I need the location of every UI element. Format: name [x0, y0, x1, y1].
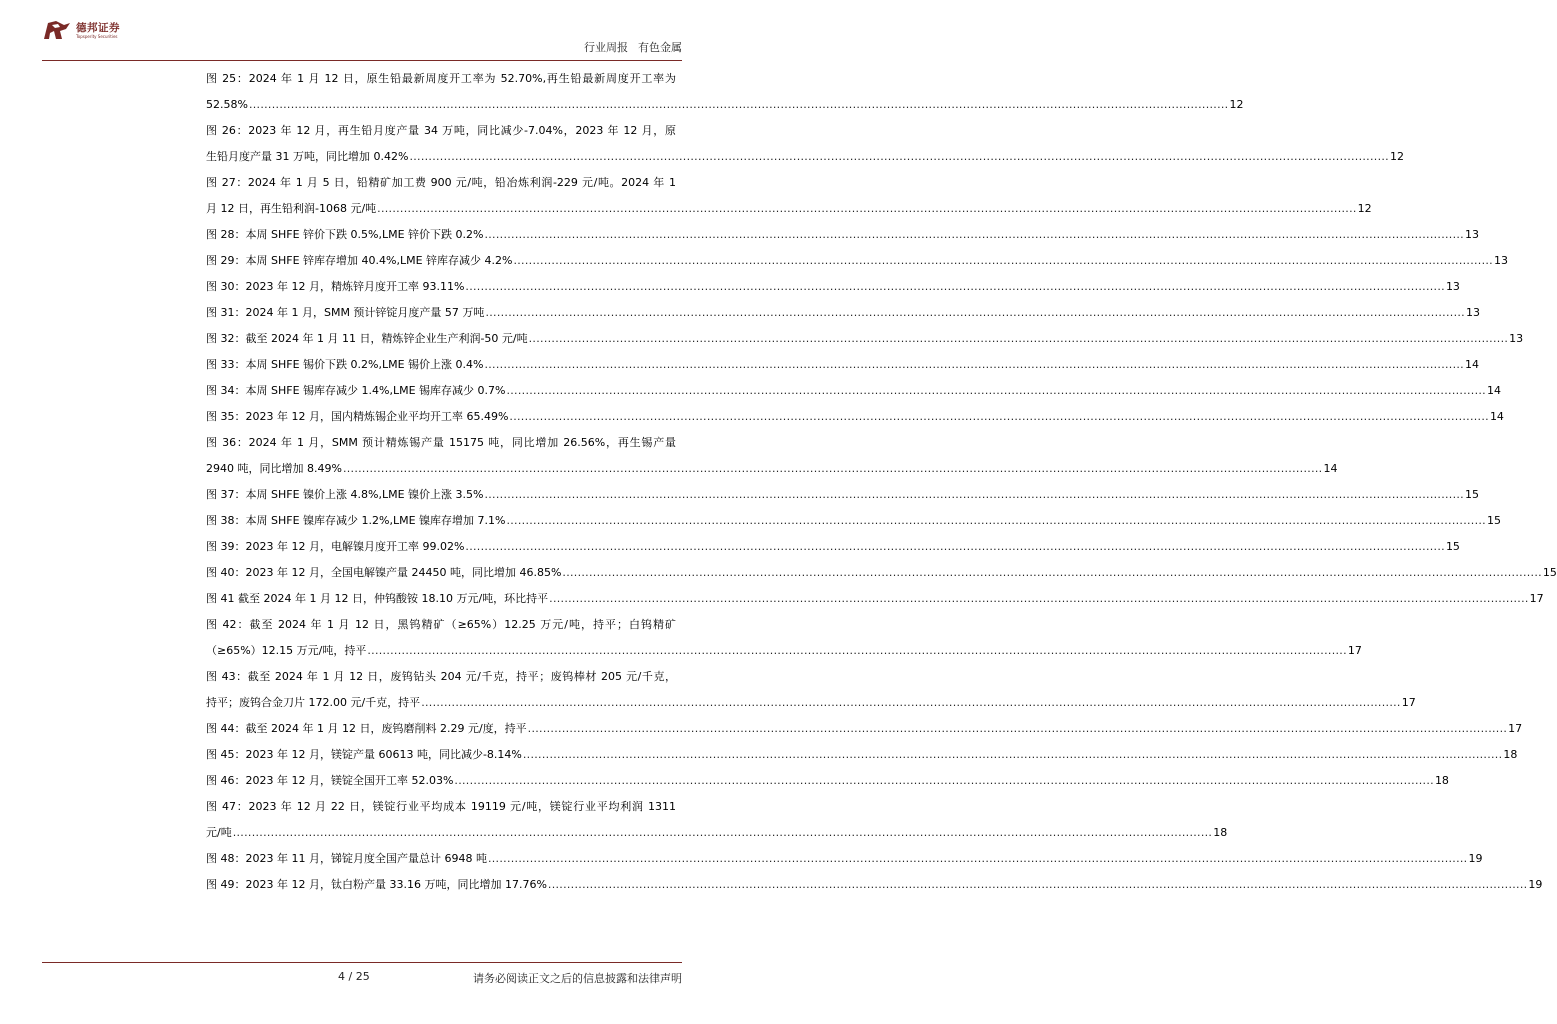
toc-entry-text: 图 39：2023 年 12 月，电解镍月度开工率 99.02% [206, 540, 465, 553]
dot-leader [465, 534, 1445, 560]
toc-entry[interactable] [206, 326, 1524, 352]
toc-entry[interactable] [206, 378, 1501, 404]
toc-entry-text: 图 28：本周 SHFE 锌价下跌 0.5%,LME 锌价下跌 0.2% [206, 228, 484, 241]
toc-entry[interactable] [206, 768, 1449, 794]
toc-page-number: 19 [1528, 878, 1543, 891]
toc-entry-text: 生铅月度产量 31 万吨，同比增加 0.42% [206, 150, 409, 163]
toc-entry[interactable] [206, 352, 1479, 378]
toc-entry-leader-row [206, 742, 1518, 768]
toc-entry[interactable] [206, 430, 1338, 482]
toc-entry-leader-row [206, 248, 1508, 274]
toc-entry-text: 图 35：2023 年 12 月，国内精炼锡企业平均开工率 65.49% [206, 410, 509, 423]
toc-entry[interactable] [206, 508, 1501, 534]
toc-page-number: 15 [1445, 540, 1460, 553]
toc-entry-text: 图 43：截至 2024 年 1 月 12 日，废钨钻头 204 元/千克，持平；废钨棒材 205 元/千克， [206, 670, 676, 683]
toc-entry-leader-row [206, 92, 1244, 118]
toc-entry-leader-row [206, 482, 1479, 508]
dot-leader [562, 560, 1542, 586]
toc-entry-leader-row [206, 222, 1479, 248]
toc-entry-text: 图 46：2023 年 12 月，镁锭全国开工率 52.03% [206, 774, 454, 787]
toc-entry[interactable] [206, 872, 1543, 898]
toc-entry-text: 2940 吨，同比增加 8.49% [206, 462, 342, 475]
deppon-logo-icon [42, 19, 72, 41]
toc-entry-leader-row [206, 378, 1501, 404]
toc-entry[interactable] [206, 222, 1479, 248]
toc-entry-text: 52.58% [206, 98, 248, 111]
toc-entry-text: 月 12 日，再生铅利润-1068 元/吨 [206, 202, 377, 215]
toc-page-number: 12 [1357, 202, 1372, 215]
toc-entry-text: 图 40：2023 年 12 月，全国电解镍产量 24450 吨，同比增加 46.85% [206, 566, 562, 579]
toc-entry[interactable] [206, 586, 1544, 612]
toc-entry-leader-row [206, 274, 1460, 300]
toc-page-number: 18 [1434, 774, 1449, 787]
dot-leader [523, 742, 1503, 768]
toc-entry-leader-row [206, 586, 1544, 612]
toc-entry-text: 图 27：2024 年 1 月 5 日，铅精矿加工费 900 元/吨，铅冶炼利润-229 元/吨。2024 年 1 [206, 176, 676, 189]
toc-entry-leader-row [206, 144, 1404, 170]
page-number: 4 / 25 [338, 970, 370, 983]
toc-entry[interactable] [206, 170, 1372, 222]
footer-divider [42, 962, 682, 963]
toc-entry-text: 图 29：本周 SHFE 锌库存增加 40.4%,LME 锌库存减少 4.2% [206, 254, 513, 267]
toc-entry-text: 图 44：截至 2024 年 1 月 12 日，废钨磨削料 2.29 元/度，持平 [206, 722, 527, 735]
toc-entry-text: 图 45：2023 年 12 月，镁锭产量 60613 吨，同比减少-8.14% [206, 748, 522, 761]
dot-leader [488, 846, 1468, 872]
toc-page-number: 17 [1529, 592, 1544, 605]
dot-leader [529, 326, 1509, 352]
toc-page-number: 14 [1323, 462, 1338, 475]
toc-page-number: 15 [1542, 566, 1557, 579]
toc-entry-leader-row [206, 300, 1480, 326]
toc-page-number: 19 [1468, 852, 1483, 865]
report-sector: 有色金属 [638, 41, 682, 54]
toc-entry[interactable] [206, 716, 1523, 742]
toc-entry-text: 图 25：2024 年 1 月 12 日，原生铅最新周度开工率为 52.70%,再生铅最新周度开工率为 [206, 72, 676, 85]
toc-page-number: 14 [1489, 410, 1504, 423]
toc-entry-leader-row [206, 690, 1416, 716]
toc-entry-leader-row [206, 560, 1557, 586]
toc-entry-leader-row [206, 820, 1228, 846]
dot-leader [509, 404, 1489, 430]
dot-leader [484, 222, 1464, 248]
toc-page-number: 13 [1464, 228, 1479, 241]
logo-name-cn: 德邦证券 [76, 21, 120, 34]
toc-page-number: 13 [1465, 306, 1480, 319]
toc-entry[interactable] [206, 534, 1460, 560]
toc-page-number: 12 [1229, 98, 1244, 111]
dot-leader [506, 508, 1486, 534]
toc-entry-text: 图 33：本周 SHFE 锡价下跌 0.2%,LME 锡价上涨 0.4% [206, 358, 484, 371]
dot-leader [233, 820, 1213, 846]
toc-entry-leader-row [206, 352, 1479, 378]
toc-entry-text: 图 47：2023 年 12 月 22 日，镁锭行业平均成本 19119 元/吨，镁锭行业平均利润 1311 [206, 800, 676, 813]
legal-disclaimer: 请务必阅读正文之后的信息披露和法律声明 [473, 972, 682, 985]
toc-page-number: 18 [1213, 826, 1228, 839]
dot-leader [465, 274, 1445, 300]
toc-entry-text: 元/吨 [206, 826, 232, 839]
toc-entry[interactable] [206, 664, 1416, 716]
dot-leader [421, 690, 1401, 716]
toc-entry-text: 图 36：2024 年 1 月，SMM 预计精炼锡产量 15175 吨，同比增加 26.56%，再生锡产量 [206, 436, 676, 449]
dot-leader [506, 378, 1486, 404]
toc-entry-leader-row [206, 768, 1449, 794]
toc-entry-leader-row [206, 872, 1543, 898]
company-logo [42, 19, 120, 41]
dot-leader [454, 768, 1434, 794]
toc-entry[interactable] [206, 274, 1460, 300]
toc-entry-text: 图 49：2023 年 12 月，钛白粉产量 33.16 万吨，同比增加 17.76% [206, 878, 547, 891]
dot-leader [249, 92, 1229, 118]
toc-page-number: 15 [1486, 514, 1501, 527]
toc-page-number: 12 [1389, 150, 1404, 163]
toc-entry[interactable] [206, 118, 1404, 170]
toc-entry-text: （≥65%）12.15 万元/吨，持平 [206, 644, 367, 657]
toc-page-number: 17 [1508, 722, 1523, 735]
toc-entry-text: 图 31：2024 年 1 月，SMM 预计锌锭月度产量 57 万吨 [206, 306, 485, 319]
toc-entry-text: 图 37：本周 SHFE 镍价上涨 4.8%,LME 镍价上涨 3.5% [206, 488, 484, 501]
dot-leader [528, 716, 1508, 742]
toc-page-number: 15 [1464, 488, 1479, 501]
toc-entry-text: 图 32：截至 2024 年 1 月 11 日，精炼锌企业生产利润-50 元/吨 [206, 332, 528, 345]
toc-entry[interactable] [206, 794, 1228, 846]
toc-entry[interactable] [206, 404, 1504, 430]
toc-entry-text: 图 38：本周 SHFE 镍库存减少 1.2%,LME 镍库存增加 7.1% [206, 514, 506, 527]
toc-page-number: 17 [1401, 696, 1416, 709]
toc-page-number: 13 [1509, 332, 1524, 345]
toc-page-number: 18 [1503, 748, 1518, 761]
toc-page-number: 13 [1445, 280, 1460, 293]
toc-entry-leader-row [206, 716, 1523, 742]
logo-name-en: Topsperity Securities [76, 33, 118, 39]
toc-entry-text: 图 26：2023 年 12 月，再生铅月度产量 34 万吨，同比减少-7.04%，2023 年 12 月，原 [206, 124, 676, 137]
dot-leader [484, 482, 1464, 508]
toc-entry[interactable] [206, 248, 1508, 274]
dot-leader [484, 352, 1464, 378]
toc-entry[interactable] [206, 742, 1518, 768]
dot-leader [549, 586, 1529, 612]
toc-entry-leader-row [206, 326, 1524, 352]
toc-entry[interactable] [206, 560, 1557, 586]
dot-leader [485, 300, 1465, 326]
toc-entry-leader-row [206, 404, 1504, 430]
toc-entry-text: 图 42：截至 2024 年 1 月 12 日，黑钨精矿（≥65%）12.25 万元/吨，持平；白钨精矿 [206, 618, 676, 631]
toc-entry-text: 图 30：2023 年 12 月，精炼锌月度开工率 93.11% [206, 280, 465, 293]
toc-entry-text: 图 34：本周 SHFE 锡库存减少 1.4%,LME 锡库存减少 0.7% [206, 384, 506, 397]
toc-entry-leader-row [206, 846, 1483, 872]
dot-leader [548, 872, 1528, 898]
toc-entry[interactable] [206, 66, 1244, 118]
toc-page-number: 14 [1464, 358, 1479, 371]
report-type: 行业周报 [584, 41, 628, 54]
toc-entry[interactable] [206, 612, 1362, 664]
figure-index [206, 66, 1557, 898]
header-divider [42, 60, 682, 61]
toc-entry[interactable] [206, 482, 1479, 508]
dot-leader [367, 638, 1347, 664]
toc-entry-leader-row [206, 638, 1362, 664]
toc-entry-text: 图 48：2023 年 11 月，锑锭月度全国产量总计 6948 吨 [206, 852, 487, 865]
dot-leader [513, 248, 1493, 274]
toc-entry[interactable] [206, 300, 1480, 326]
toc-page-number: 14 [1486, 384, 1501, 397]
toc-entry-text: 持平；废钨合金刀片 172.00 元/千克，持平 [206, 696, 421, 709]
dot-leader [343, 456, 1323, 482]
dot-leader [409, 144, 1389, 170]
toc-entry-leader-row [206, 456, 1338, 482]
dot-leader [377, 196, 1357, 222]
report-category [584, 39, 682, 55]
toc-page-number: 17 [1347, 644, 1362, 657]
toc-entry-leader-row [206, 508, 1501, 534]
toc-entry[interactable] [206, 846, 1483, 872]
toc-entry-text: 图 41 截至 2024 年 1 月 12 日，仲钨酸铵 18.10 万元/吨，环比持平 [206, 592, 549, 605]
toc-entry-leader-row [206, 534, 1460, 560]
toc-page-number: 13 [1493, 254, 1508, 267]
toc-entry-leader-row [206, 196, 1372, 222]
